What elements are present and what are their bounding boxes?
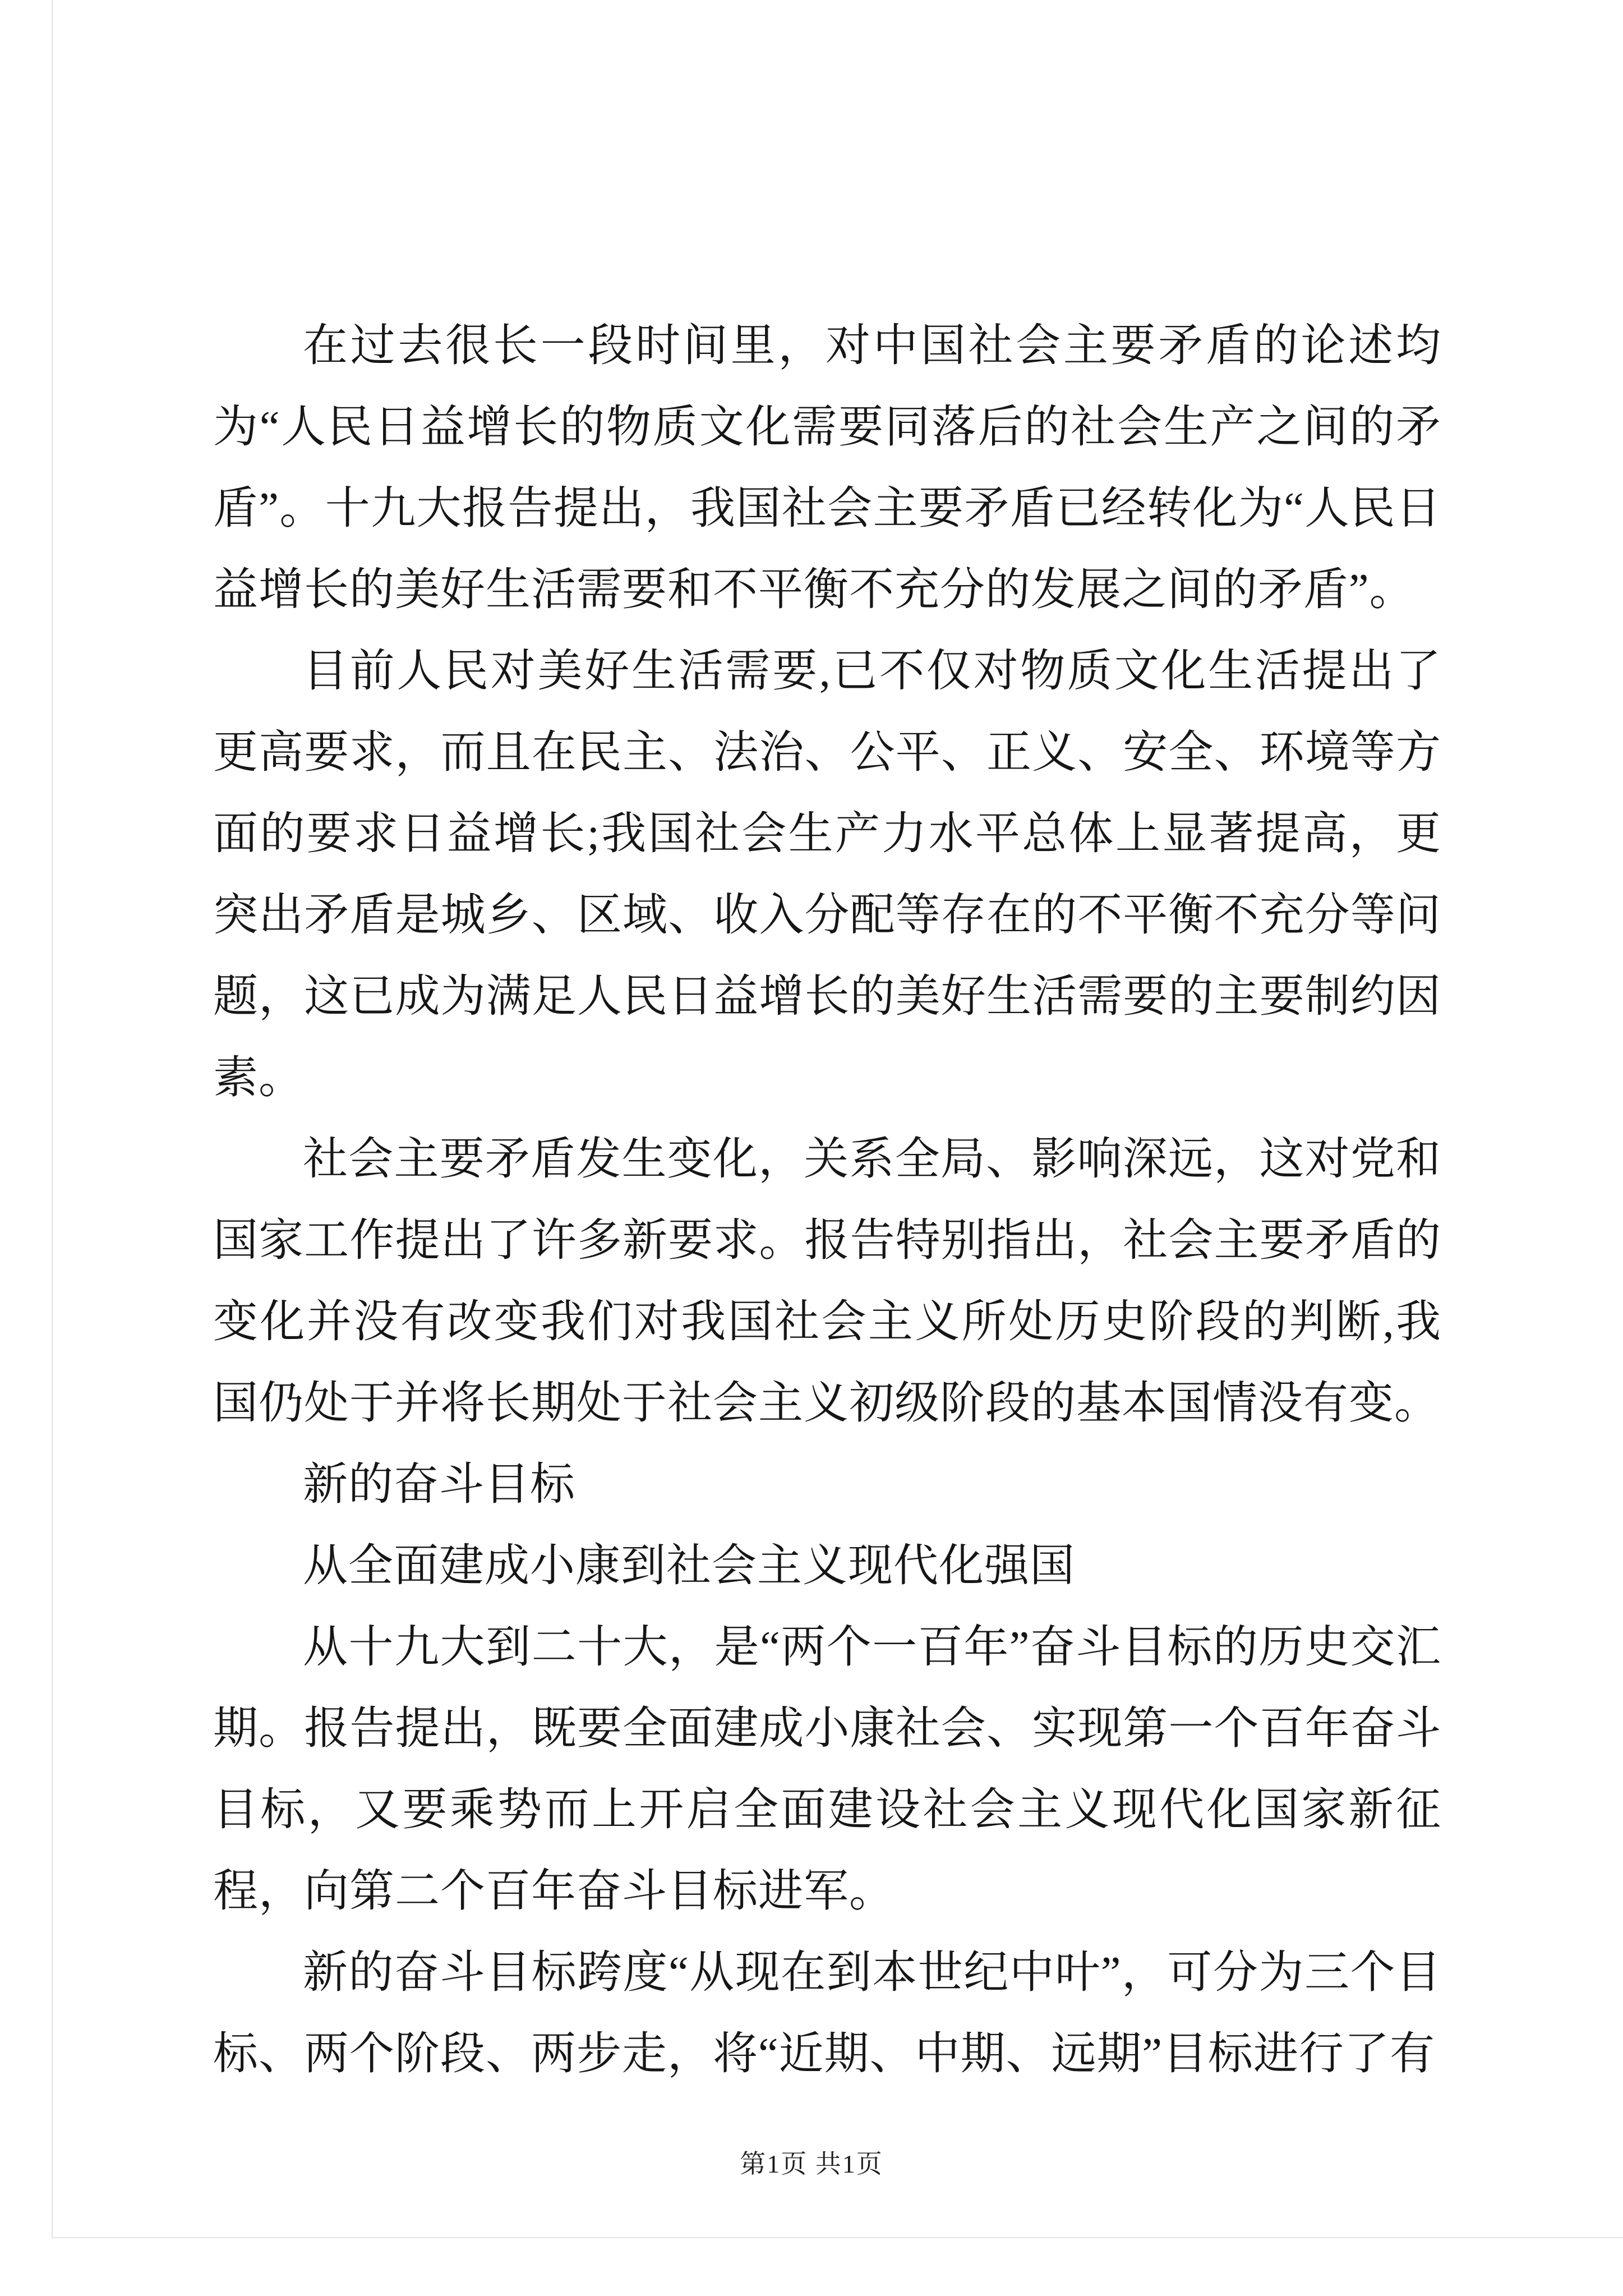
heading-xiaokang-to-modernization: 从全面建成小康到社会主义现代化强国: [303, 1542, 1075, 1591]
paragraph-1: 在过去很长一段时间里，对中国社会主要矛盾的论述均为“人民日益增长的物质文化需要同落后的社会生产之间的矛盾”。十九大报告提出，我国社会主要矛盾已经转化为“人民日益增长的美好生活需要和不平衡不充分的发展之间的矛盾”。: [213, 321, 1441, 615]
paragraph-3: 社会主要矛盾发生变化，关系全局、影响深远，这对党和国家工作提出了许多新要求。报告特别指出，社会主要矛盾的变化并没有改变我们对我国社会主义所处历史阶段的判断,我国仍处于并将长期处于社会主义初级阶段的基本国情没有变。: [213, 1135, 1441, 1428]
heading-new-goal: 新的奋斗目标: [303, 1460, 575, 1510]
document-body: [213, 306, 1441, 2095]
page-footer: 第1页 共1页: [740, 2150, 883, 2178]
paragraph-6: 从十九大到二十大，是“两个一百年”奋斗目标的历史交汇期。报告提出，既要全面建成小康社会、实现第一个百年奋斗目标，又要乘势而上开启全面建设社会主义现代化国家新征程，向第二个百年奋斗目标进军。: [213, 1623, 1441, 1916]
page-edge-left: [52, 0, 53, 2238]
page-edge-bottom: [52, 2237, 1623, 2238]
paragraph-7: 新的奋斗目标跨度“从现在到本世纪中叶”，可分为三个目标、两个阶段、两步走，将“近期、中期、远期”目标进行了有: [213, 1948, 1441, 2079]
paragraph-2: 目前人民对美好生活需要,已不仅对物质文化生活提出了更高要求，而且在民主、法治、公平、正义、安全、环境等方面的要求日益增长;我国社会生产力水平总体上显著提高，更突出矛盾是城乡、区域、收入分配等存在的不平衡不充分等问题，这已成为满足人民日益增长的美好生活需要的主要制约因素。: [213, 647, 1441, 1103]
